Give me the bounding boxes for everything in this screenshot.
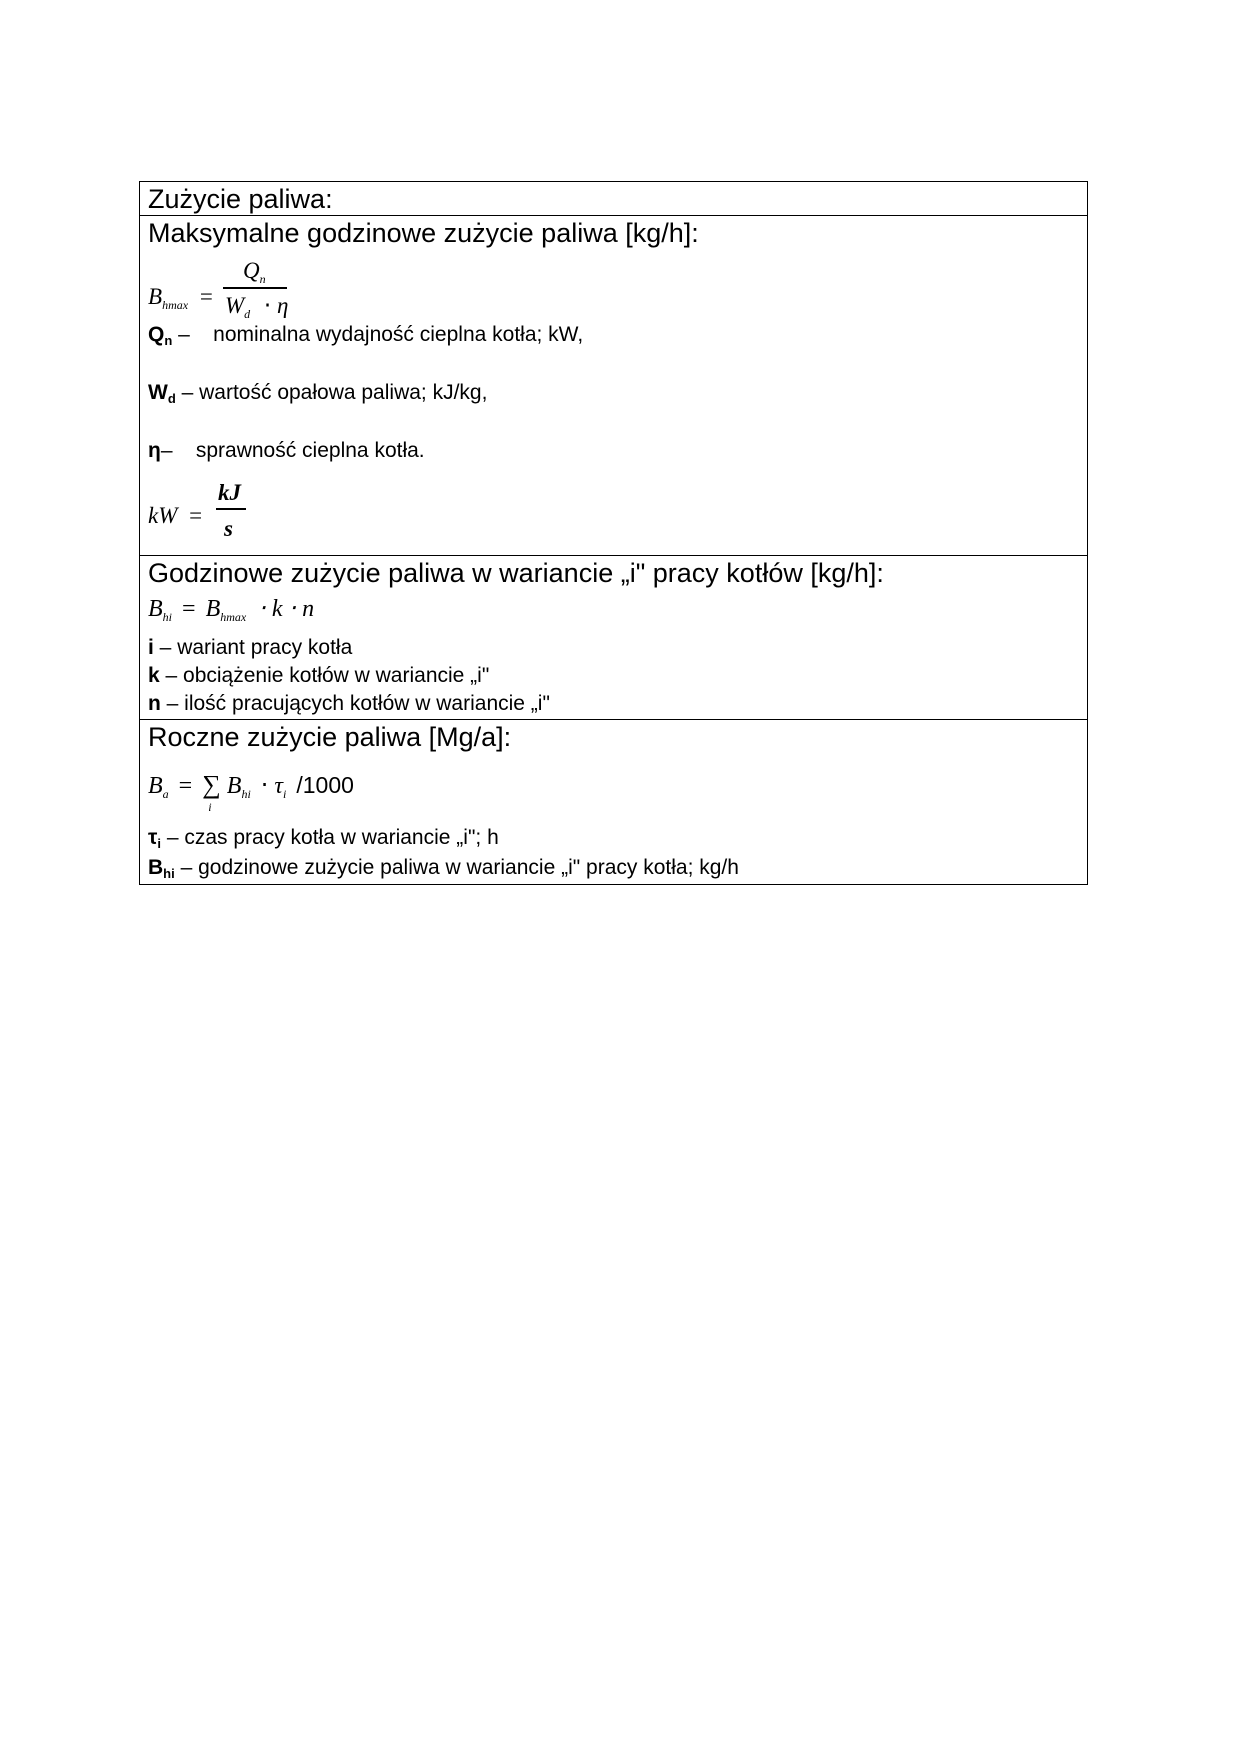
sum-subscript: i — [208, 800, 212, 814]
annual-consumption-cell — [140, 720, 1087, 884]
definition-text: – czas pracy kotła w wariancie „i"; h — [161, 826, 499, 849]
definition-qn — [148, 323, 583, 348]
definition-text: – sprawność cieplna kotła. — [160, 439, 425, 462]
definition-text: – obciążenie kotłów w wariancie „i" — [159, 664, 490, 687]
formula-subscript-hi: hi — [241, 787, 251, 801]
formula-subscript-hi: hi — [162, 610, 173, 624]
formula-symbol-b: B — [148, 773, 163, 799]
formula-symbol-b: B — [148, 284, 163, 309]
max-consumption-formula — [148, 284, 213, 313]
formula-equals: = — [178, 773, 193, 799]
fraction-bar — [223, 287, 287, 289]
definition-text: – ilość pracujących kotłów w wariancie „i" — [160, 692, 550, 715]
formula-subscript-a: a — [162, 787, 169, 801]
definition-symbol: B — [148, 856, 164, 879]
formula-tail: /1000 — [296, 772, 354, 798]
formula-symbol-b: B — [148, 596, 163, 622]
max-consumption-heading: Maksymalne godzinowe zużycie paliwa [kg/h]: — [148, 218, 699, 248]
formula-equals: = — [182, 596, 196, 622]
unit-fraction-bar — [216, 508, 246, 510]
unit-formula-lhs: kW — [148, 503, 178, 528]
definition-subscript: n — [164, 333, 173, 348]
unit-formula-denominator: s — [224, 516, 233, 541]
variant-consumption-cell — [140, 556, 1087, 720]
unit-formula-numerator: kJ — [218, 480, 241, 505]
definition-tau — [148, 826, 499, 851]
definition-i — [148, 636, 352, 660]
sum-operator — [202, 770, 221, 814]
formula-equals: = — [199, 284, 213, 309]
formula-symbol-w: W — [225, 293, 245, 318]
formula-subscript-n: n — [259, 272, 266, 286]
formula-symbol-b-max: B — [205, 596, 221, 622]
max-consumption-cell — [140, 216, 1087, 556]
variant-consumption-heading: Godzinowe zużycie paliwa w wariancie „i" pracy kotłów [kg/h]: — [148, 558, 884, 588]
table-title-cell — [140, 182, 1087, 216]
definition-text: – wariant pracy kotła — [153, 636, 353, 659]
formula-symbol-b-hi: B — [226, 773, 242, 799]
formula-dot: ⋅ — [260, 773, 269, 799]
unit-formula-equals: = — [189, 503, 203, 528]
formula-numerator — [243, 258, 266, 287]
definition-symbol: Q — [148, 323, 165, 346]
definition-eta — [148, 439, 425, 463]
definition-text: – wartość opałowa paliwa; kJ/kg, — [175, 381, 488, 404]
annual-consumption-formula — [148, 770, 354, 814]
definition-symbol: n — [148, 692, 161, 715]
definition-subscript: hi — [163, 866, 175, 881]
table-title: Zużycie paliwa: — [148, 184, 333, 214]
annual-consumption-heading: Roczne zużycie paliwa [Mg/a]: — [148, 722, 512, 752]
definition-n — [148, 692, 550, 716]
definition-symbol: τ — [148, 826, 158, 849]
definition-symbol: k — [148, 664, 160, 687]
formula-denominator — [225, 293, 288, 322]
definition-wd — [148, 381, 487, 406]
formula-symbol-tau: τ — [274, 773, 284, 799]
definition-symbol: η — [148, 439, 161, 462]
formula-subscript-d: d — [244, 307, 251, 321]
formula-symbol-eta: η — [276, 293, 289, 318]
definition-symbol: i — [148, 636, 154, 659]
fuel-consumption-table — [139, 181, 1088, 885]
formula-dot: ⋅ — [263, 293, 272, 318]
definition-k — [148, 664, 489, 688]
variant-consumption-formula — [148, 594, 314, 625]
formula-subscript-hmax: hmax — [220, 610, 247, 624]
definition-subscript: i — [157, 836, 161, 851]
formula-tail: ⋅ k ⋅ n — [258, 596, 315, 622]
formula-subscript-i: i — [283, 787, 287, 801]
definition-text: – godzinowe zużycie paliwa w wariancie „i" pracy kotła; kg/h — [174, 856, 739, 879]
definition-subscript: d — [167, 391, 176, 406]
formula-symbol-q: Q — [243, 258, 260, 283]
definition-text: – nominalna wydajność cieplna kotła; kW, — [172, 323, 584, 346]
definition-bhi — [148, 856, 739, 881]
unit-formula — [148, 503, 202, 529]
sum-symbol: ∑ — [202, 770, 221, 799]
formula-subscript-hmax: hmax — [162, 298, 189, 312]
definition-symbol: W — [148, 381, 168, 404]
